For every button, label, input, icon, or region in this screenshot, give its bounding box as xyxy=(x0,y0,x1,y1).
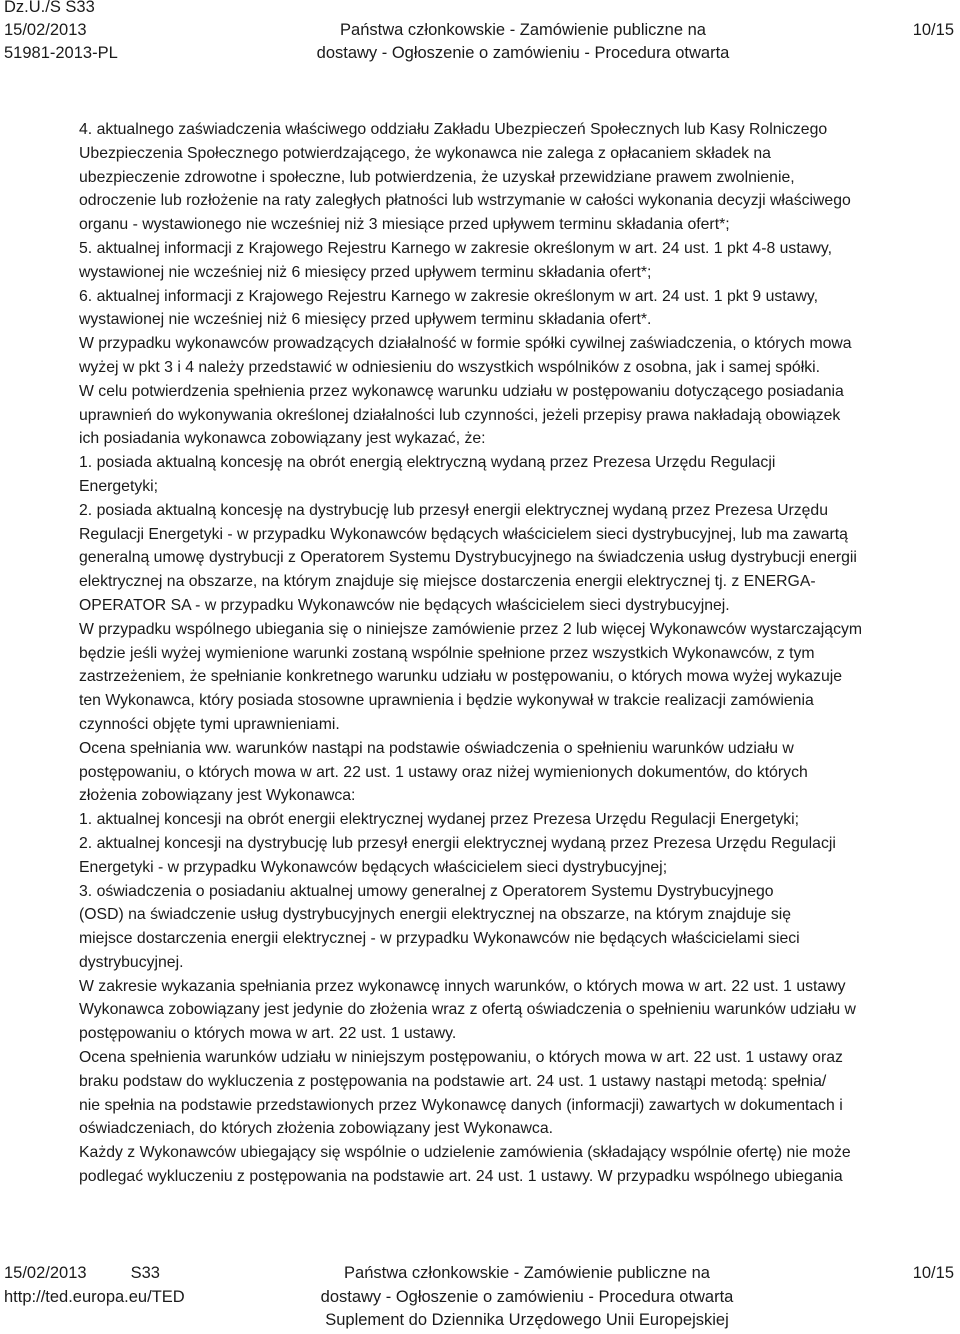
text-line: dystrybucyjnej. xyxy=(79,953,184,971)
text-line: wystawionej nie wcześniej niż 6 miesięcy przed upływem terminu składania ofert*; xyxy=(79,263,652,281)
text-line: W przypadku wspólnego ubiegania się o niniejsze zamówienie przez 2 lub więcej Wykonawców wystarczającym xyxy=(79,620,863,638)
text-line: 2. aktualnej koncesji na dystrybucję lub przesył energii elektrycznej wydaną przez Prezesa Urzędu Regulacji xyxy=(79,834,836,852)
text-line: 2. posiada aktualną koncesję na dystrybucję lub przesył energii elektrycznej wydaną przez Prezesa Urzędu xyxy=(79,501,828,519)
text-line: Energetyki; xyxy=(79,477,159,495)
header-reference-block xyxy=(4,0,118,65)
text-line: uprawnień do wykonywania określonej działalności lub czynności, jeżeli przepisy prawa nakładają obowiązek xyxy=(79,406,841,424)
text-line: wystawionej nie wcześniej niż 6 miesięcy przed upływem terminu składania ofert*. xyxy=(79,311,652,329)
text-line: 1. posiada aktualną koncesję na obrót energią elektryczną wydaną przez Prezesa Urzędu Regulacji xyxy=(79,454,776,472)
text-line: elektrycznej na obszarze, na którym znajduje się miejsce dostarczenia energii elektrycznej tj. z ENERGA- xyxy=(79,573,816,591)
text-line: Ubezpieczenia Społecznego potwierdzającego, że wykonawca nie zalega z opłacaniem składek na xyxy=(79,144,771,162)
text-line: Ocena spełnienia warunków udziału w niniejszym postępowaniu, o których mowa w art. 22 ust. 1 ustawy oraz xyxy=(79,1049,843,1067)
text-line: (OSD) na świadczenie usług dystrybucyjnych energii elektrycznej na obszarze, na którym znajduje się xyxy=(79,906,792,924)
text-line: 1. aktualnej koncesji na obrót energii elektrycznej wydanej przez Prezesa Urzędu Regulacji Energetyki; xyxy=(79,811,800,829)
header-page-number: 10/15 xyxy=(912,21,954,39)
text-line: wyżej w pkt 3 i 4 należy przedstawić w odniesieniu do wszystkich wspólników z osobna, jak i samej spółki. xyxy=(79,358,821,376)
text-line: postępowaniu, o których mowa w art. 22 ust. 1 ustawy oraz niżej wymienionych dokumentów, do których xyxy=(79,763,808,781)
footer-date: 15/02/2013 xyxy=(4,1264,87,1282)
header-journal-ref: Dz.U./S S33 xyxy=(4,0,95,16)
header-title-line-2: dostawy - Ogłoszenie o zamówieniu - Procedura otwarta xyxy=(316,44,730,62)
text-line: Ocena spełniania ww. warunków nastąpi na podstawie oświadczenia o spełnieniu warunków udziału w xyxy=(79,739,794,757)
text-line: Wykonawca zobowiązany jest jedynie do złożenia wraz z ofertą oświadczenia o spełnieniu warunków udziału w xyxy=(79,1001,856,1019)
footer-reference-block xyxy=(4,1262,185,1309)
text-line: 4. aktualnego zaświadczenia właściwego oddziału Zakładu Ubezpieczeń Społecznych lub Kasy Rolniczego xyxy=(79,121,828,138)
text-line: organu - wystawionego nie wcześniej niż 3 miesiące przed upływem terminu składania ofert*; xyxy=(79,216,730,234)
footer-title-line-3: Suplement do Dziennika Urzędowego Unii Europejskiej xyxy=(325,1311,729,1330)
page-footer xyxy=(0,1262,960,1334)
text-line: ten Wykonawca, który posiada stosowne uprawnienia i będzie wykonywał w trakcie realizacji zamówienia xyxy=(79,692,814,710)
text-line: Regulacji Energetyki - w przypadku Wykonawców będących właścicielem sieci dystrybucyjnej, lub ma zawartą xyxy=(79,525,848,543)
text-line: 6. aktualnej informacji z Krajowego Rejestru Karnego w zakresie określonym w art. 24 ust. 1 pkt 9 ustawy, xyxy=(79,287,818,305)
header-date: 15/02/2013 xyxy=(4,21,87,39)
text-line: Energetyki - w przypadku Wykonawców będących właścicielem sieci dystrybucyjnej; xyxy=(79,858,668,876)
text-line: czynności objęte tymi uprawnieniami. xyxy=(79,715,340,733)
text-line: braku podstaw do wykluczenia z postępowania na podstawie art. 24 ust. 1 ustawy nastąpi metodą: spełnia/ xyxy=(79,1072,827,1090)
footer-title-block xyxy=(292,1262,762,1333)
footer-title-line-2: dostawy - Ogłoszenie o zamówieniu - Procedura otwarta xyxy=(320,1287,734,1306)
header-title-line-1: Państwa członkowskie - Zamówienie publiczne na xyxy=(340,21,706,39)
text-line: generalną umowę dystrybucji z Operatorem Systemu Dystrybucyjnego na świadczenia usług dystrybucji energii xyxy=(79,549,857,567)
text-line: oświadczeniach, do których złożenia zobowiązany jest Wykonawca. xyxy=(79,1120,553,1138)
text-line: 5. aktualnej informacji z Krajowego Rejestru Karnego w zakresie określonym w art. 24 ust. 1 pkt 4-8 ustawy, xyxy=(79,239,833,257)
text-line: ich posiadania wykonawca zobowiązany jest wykazać, że: xyxy=(79,430,486,448)
text-line: W przypadku wykonawców prowadzących działalność w formie spółki cywilnej zaświadczenia, o których mowa xyxy=(79,335,852,353)
page-header xyxy=(0,0,960,72)
text-line: W zakresie wykazania spełniania przez wykonawcę innych warunków, o których mowa w art. 22 ust. 1 ustawy xyxy=(79,977,846,995)
footer-page-number: 10/15 xyxy=(912,1264,954,1282)
text-line: będzie jeśli wyżej wymienione warunki zostaną wspólnie spełnione przez wszystkich Wykonawców, z tym xyxy=(79,644,815,662)
text-line: zastrzeżeniem, że spełnianie konkretnego warunku udziału w postępowaniu, o których mowa wyżej wykazuje xyxy=(79,668,843,686)
text-line: W celu potwierdzenia spełnienia przez wykonawcę warunku udziału w postępowaniu dotyczącego posiadania xyxy=(79,382,844,400)
text-line: postępowaniu o których mowa w art. 22 ust. 1 ustawy. xyxy=(79,1025,457,1043)
text-line: złożenia zobowiązany jest Wykonawca: xyxy=(79,787,356,805)
text-line: 3. oświadczenia o posiadaniu aktualnej umowy generalnej z Operatorem Systemu Dystrybucyjnego xyxy=(79,882,774,900)
text-line: podlegać wykluczeniu z postępowania na podstawie art. 24 ust. 1 ustawy. W przypadku wspólnego ubiegania xyxy=(79,1168,843,1186)
footer-url: http://ted.europa.eu/TED xyxy=(4,1287,185,1306)
header-title-block xyxy=(293,19,753,65)
text-line: miejsce dostarczenia energii elektrycznej - w przypadku Wykonawców nie będących właścicielami sieci xyxy=(79,930,800,948)
footer-series: S33 xyxy=(130,1264,160,1282)
text-line: Każdy z Wykonawców ubiegający się wspólnie o udzielenie zamówienia (składający wspólnie ofertę) nie może xyxy=(79,1144,851,1162)
footer-title-line-1: Państwa członkowskie - Zamówienie publiczne na xyxy=(344,1264,710,1282)
text-line: nie spełnia na podstawie przedstawionych przez Wykonawcę danych (informacji) zawartych w dokumentach i xyxy=(79,1096,843,1114)
text-line: OPERATOR SA - w przypadku Wykonawców nie będących właścicielem sieci dystrybucyjnej. xyxy=(79,596,730,614)
document-body xyxy=(79,118,959,1189)
header-notice-number: 51981-2013-PL xyxy=(4,44,118,62)
text-line: ubezpieczenie zdrowotne i społeczne, lub potwierdzenia, że uzyskał przewidziane prawem zwolnienie, xyxy=(79,168,795,186)
text-line: odroczenie lub rozłożenie na raty zaległych płatności lub wstrzymanie w całości wykonania decyzji właściwego xyxy=(79,192,851,210)
